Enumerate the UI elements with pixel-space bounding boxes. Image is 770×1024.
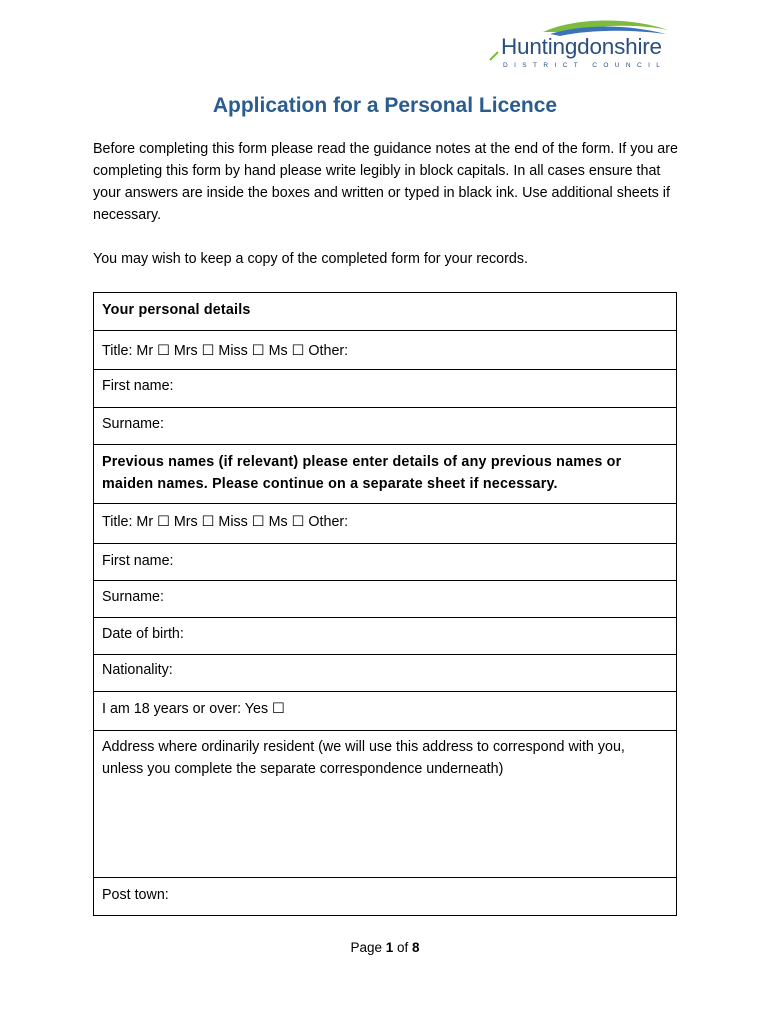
- intro-paragraph: Before completing this form please read the guidance notes at the end of the form. If you are completing this form by hand please write legibly in block capitals. In all cases ensure that your answers are inside the boxes and written or typed in black ink. Use additional sheets if necessary.: [93, 141, 678, 223]
- title-field[interactable]: Title: Mr ☐ Mrs ☐ Miss ☐ Ms ☐ Other:: [94, 331, 676, 370]
- age-confirmation-field[interactable]: I am 18 years or over: Yes ☐: [94, 692, 676, 731]
- page-label: Page: [350, 940, 382, 955]
- logo-name: Huntingdonshire: [501, 34, 662, 59]
- section-heading-previous-names: Previous names (if relevant) please enter details of any previous names or maiden names. Please continue on a separate sheet if necessary.: [94, 445, 676, 504]
- total-pages: 8: [412, 940, 420, 955]
- section-heading-personal: Your personal details: [94, 293, 676, 331]
- previous-surname-field[interactable]: Surname:: [94, 581, 676, 618]
- page-number: [0, 940, 770, 955]
- address-field[interactable]: Address where ordinarily resident (we will use this address to correspond with you, unless you complete the separate correspondence underneath): [94, 731, 676, 878]
- page-title: Application for a Personal Licence: [212, 94, 558, 117]
- council-logo: [488, 16, 683, 74]
- previous-first-name-field[interactable]: First name:: [94, 544, 676, 581]
- previous-title-field[interactable]: Title: Mr ☐ Mrs ☐ Miss ☐ Ms ☐ Other:: [94, 504, 676, 544]
- personal-details-form: [93, 292, 677, 916]
- of-label: of: [397, 940, 409, 955]
- post-town-field[interactable]: Post town:: [94, 878, 676, 916]
- first-name-field[interactable]: First name:: [94, 370, 676, 408]
- date-of-birth-field[interactable]: Date of birth:: [94, 618, 676, 655]
- records-note: You may wish to keep a copy of the completed form for your records.: [93, 251, 528, 267]
- logo-subtitle: DISTRICT COUNCIL: [503, 62, 667, 69]
- nationality-field[interactable]: Nationality:: [94, 655, 676, 692]
- current-page: 1: [385, 940, 394, 955]
- surname-field[interactable]: Surname:: [94, 408, 676, 445]
